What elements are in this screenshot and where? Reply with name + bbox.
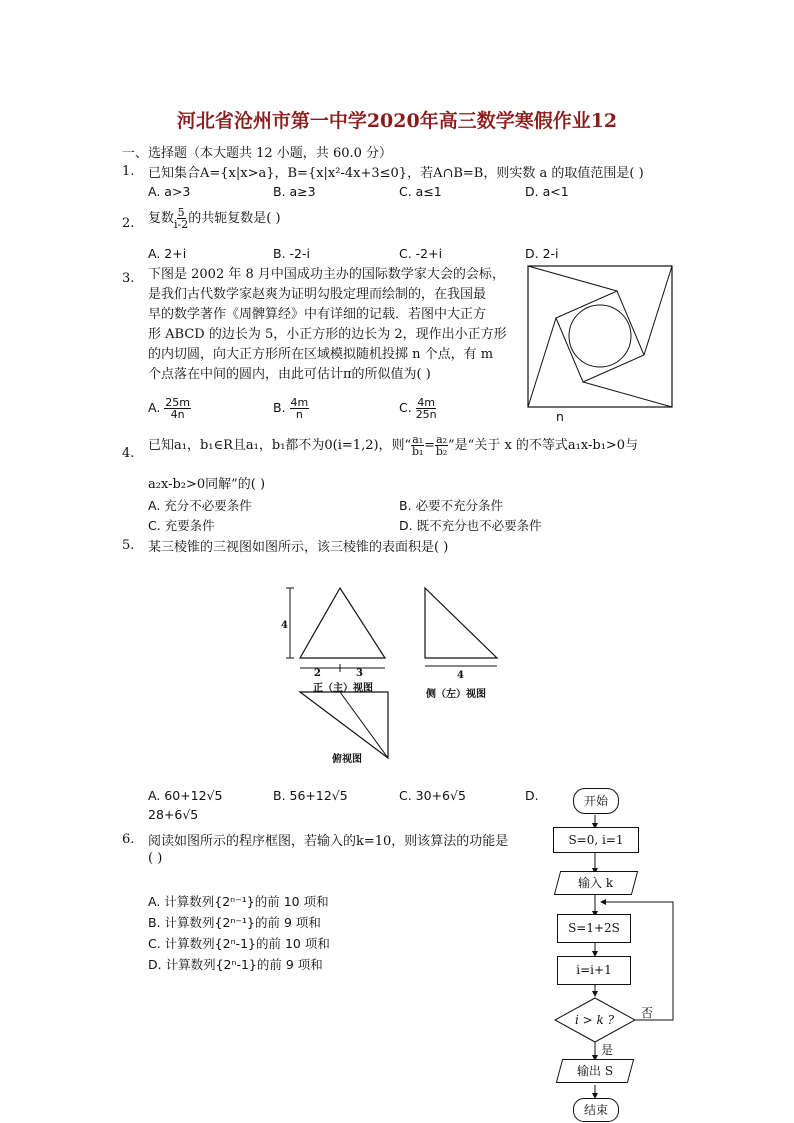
q3-line-3: 早的数学著作《周髀算经》中有详细的记载．若图中大正方 <box>148 307 487 322</box>
front-base-left-label: 2 <box>314 668 321 679</box>
q5-option-d: D. <box>525 788 539 803</box>
q3-option-c: C. $\frac{4m}{25n}$ <box>399 396 437 421</box>
q3-line-6: 个点落在中间的圆内，由此可估计π的所似值为( ) <box>148 367 431 382</box>
q2-number: 2. <box>122 216 135 231</box>
q2-fraction <box>174 207 188 230</box>
flow-start: 开始 <box>573 788 619 814</box>
q6-option-d: D. 计算数列{2ⁿ-1}的前 9 项和 <box>148 957 323 972</box>
q2-option-a: A. 2+i <box>148 246 187 261</box>
flow-end: 结束 <box>573 1098 619 1122</box>
q3-line-2: 是我们古代数学家赵爽为证明勾股定理而绘制的，在我国最 <box>148 287 487 302</box>
q4-fraction-2: $\frac{\text{a₂}}{\text{b₂}}$ <box>435 433 448 458</box>
q2-stem-post: 的共轭复数是( ) <box>188 211 281 226</box>
q4-line1-pre: 已知a₁，b₁∈R且a₁，b₁都不为0(i=1,2)，则“ <box>148 438 412 453</box>
q3-line-4: 形 ABCD 的边长为 5，小正方形的边长为 2，现作出小正方形 <box>148 327 507 342</box>
q4-stem-line-2: a₂x-b₂>0同解”的( ) <box>148 477 266 492</box>
q3-line-5: 的内切圆，向大正方形所在区域模拟随机投掷 n 个点，有 m <box>148 347 494 362</box>
q2-frac-num: 5 <box>177 206 185 219</box>
q4-option-c: C. 充要条件 <box>148 518 215 533</box>
q6-option-a: A. 计算数列{2ⁿ⁻¹}的前 10 项和 <box>148 894 329 909</box>
q4-stem-line-1: 已知a₁，b₁∈R且a₁，b₁都不为0(i=1,2)，则“ $\frac{\text{a₁}}{\text{b₁}}$ = $\frac{\text{a₂}}{\text{b₂}}$ ”是“关于 x 的不等式a₁x-b₁>0与 <box>148 433 639 458</box>
q4-option-a: A. 充分不必要条件 <box>148 498 252 513</box>
q1-option-a: A. a>3 <box>148 184 191 199</box>
q3-option-d-tail: n <box>556 409 564 424</box>
top-view-caption: 俯视图 <box>332 754 362 765</box>
q4-line1-post: ”是“关于 x 的不等式a₁x-b₁>0与 <box>448 438 639 453</box>
q3-option-a: A. $\frac{25m}{4n}$ <box>148 396 191 421</box>
q6-option-b: B. 计算数列{2ⁿ⁻¹}的前 9 项和 <box>148 915 321 930</box>
q2-option-d: D. 2-i <box>525 246 559 261</box>
flow-init: S=0, i=1 <box>553 827 639 853</box>
q1-stem: 已知集合A={x|x>a}，B={x|x²-4x+3≤0}，若A∩B=B，则实数 a 的取值范围是( ) <box>148 166 644 181</box>
q2-stem <box>148 207 281 230</box>
front-height-label: 4 <box>281 620 288 631</box>
q6-stem-line-1: 阅读如图所示的程序框图，若输入的k=10，则该算法的功能是 <box>148 834 509 849</box>
flow-condition: i > k ? <box>575 1013 615 1027</box>
three-view-figure <box>270 580 510 770</box>
q1-option-d: D. a<1 <box>525 184 569 199</box>
q2-stem-pre: 复数 <box>148 211 175 226</box>
q4-fraction-1: $\frac{\text{a₁}}{\text{b₁}}$ <box>411 433 424 458</box>
q6-number: 6. <box>122 832 135 847</box>
q4-option-d: D. 既不充分也不必要条件 <box>399 518 542 533</box>
flow-step-sum: S=1+2S <box>557 914 631 943</box>
q1-option-b: B. a≥3 <box>273 184 316 199</box>
q3-option-a-fraction: $\frac{25m}{4n}$ <box>165 396 191 421</box>
q3-stem <box>148 265 518 385</box>
zhao-shuang-diagram <box>527 265 673 408</box>
page-title: 河北省沧州市第一中学2020年高三数学寒假作业12 <box>176 110 618 132</box>
side-view-caption: 侧（左）视图 <box>426 689 486 700</box>
q5-option-a: A. 60+12√5 <box>148 788 223 803</box>
q3-option-b-fraction: $\frac{4m}{n}$ <box>290 396 309 421</box>
q4-option-b: B. 必要不充分条件 <box>399 498 504 513</box>
q4-number: 4. <box>122 446 135 461</box>
q5-option-d-value: 28+6√5 <box>148 807 199 822</box>
q3-line-1: 下图是 2002 年 8 月中国成功主办的国际数学家大会的会标， <box>148 267 505 282</box>
front-view-caption: 正（主）视图 <box>313 683 373 694</box>
q3-option-c-fraction: $\frac{4m}{25n}$ <box>415 396 437 421</box>
q2-option-b: B. -2-i <box>273 246 310 261</box>
q1-option-c: C. a≤1 <box>399 184 442 199</box>
flow-input: 输入 k <box>554 871 638 895</box>
flow-no-label: 否 <box>641 1006 654 1020</box>
front-base-right-label: 3 <box>356 668 363 679</box>
q6-option-c: C. 计算数列{2ⁿ-1}的前 10 项和 <box>148 936 330 951</box>
side-base-label: 4 <box>457 670 464 681</box>
q5-stem: 某三棱锥的三视图如图所示，该三棱锥的表面积是( ) <box>148 540 449 555</box>
flow-step-increment: i=i+1 <box>557 956 631 985</box>
flow-output: 输出 S <box>556 1059 634 1083</box>
flow-yes-label: 是 <box>601 1043 614 1057</box>
q3-number: 3. <box>122 271 135 286</box>
q2-option-c: C. -2+i <box>399 246 443 261</box>
q1-number: 1. <box>122 164 135 179</box>
q5-option-c: C. 30+6√5 <box>399 788 466 803</box>
section-heading: 一、选择题（本大题共 12 小题，共 60.0 分） <box>122 146 393 161</box>
q6-stem-line-2: ( ) <box>148 851 163 866</box>
q5-option-b: B. 56+12√5 <box>273 788 348 803</box>
q5-number: 5. <box>122 538 135 553</box>
q2-frac-den: i-2 <box>174 218 189 231</box>
q3-option-b: B. $\frac{4m}{n}$ <box>273 396 309 421</box>
